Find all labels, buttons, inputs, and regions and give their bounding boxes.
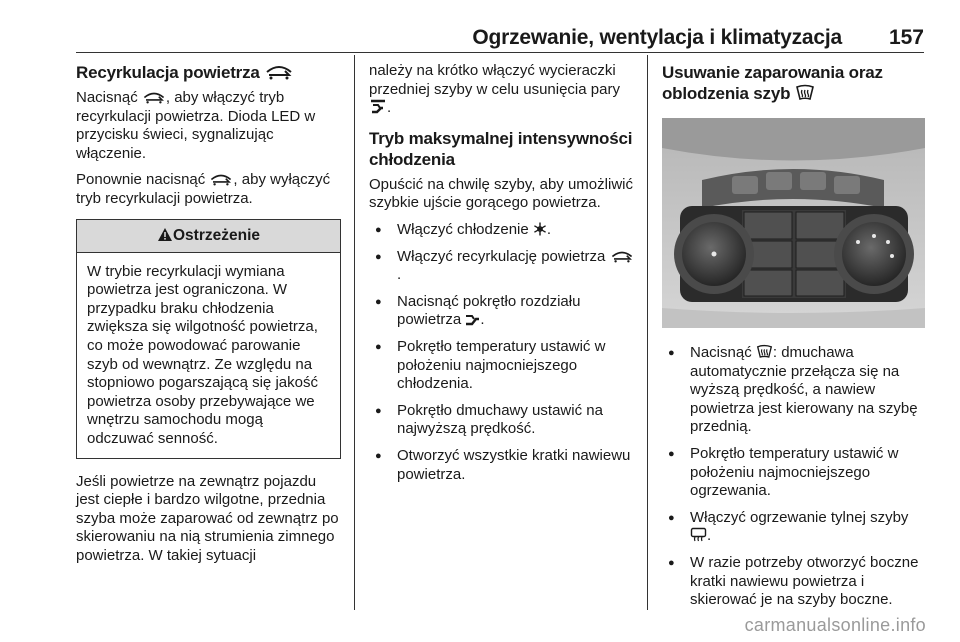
- bullet-list: [662, 344, 927, 610]
- paragraph: [76, 171, 341, 208]
- warning-title: Ostrzeżenie: [172, 226, 260, 244]
- text: Ponownie nacisnąć: [76, 171, 210, 189]
- column-divider: [354, 55, 355, 610]
- bullet-list: [369, 221, 634, 484]
- section-heading-defrost: [662, 62, 927, 104]
- text: Nacisnąć: [76, 89, 142, 106]
- text: .: [546, 220, 552, 238]
- climate-panel-illustration: [662, 118, 925, 328]
- section-heading-max-cooling: Tryb maksymalnej intensywności chłodzenia: [369, 128, 633, 169]
- list-item: [369, 293, 634, 330]
- watermark: carmanualsonline.info: [744, 615, 926, 635]
- text: , aby włączyć tryb recyrkulacji powietrza. Dioda LED w przycisku świeci, sygnalizując włączenie.: [76, 89, 316, 162]
- recirculation-icon: [142, 91, 166, 104]
- list-item: ● Otworzyć wszystkie kratki nawiewu powietrza.: [369, 447, 634, 484]
- list-item: ● Pokrętło temperatury ustawić w położeniu najmocniejszego ogrzewania.: [662, 445, 927, 501]
- page-header: [0, 22, 960, 52]
- text: : dmuchawa automatycznie przełącza się na wyższą prędkość, a nawiew powietrza jest kierowany na szybę przednią.: [690, 344, 918, 436]
- warning-header: [77, 220, 340, 253]
- recirculation-icon: [264, 64, 294, 80]
- page-title: Ogrzewanie, wentylacja i klimatyzacja: [472, 26, 842, 49]
- climate-control-panel-photo: [662, 118, 925, 328]
- paragraph: Opuścić na chwilę szyby, aby umożliwić szybkie ujście gorącego powietrza.: [369, 175, 633, 212]
- warning-text: W trybie recyrkulacji wymiana powietrza jest ograniczona. W przypadku braku chłodzenia zwiększa się wilgotność powietrza, co może powodować parowanie szyb od wewnątrz. Ze względu na stopniowo pogarszającą się jakość powietrza osoby przebywające we wnętrzu samochodu mogą odczuwać senność.: [87, 262, 318, 447]
- recirculation-icon: [610, 250, 634, 263]
- text: .: [387, 99, 392, 117]
- section-heading-recirculation: [76, 62, 341, 83]
- recirculation-icon: [209, 173, 233, 186]
- defrost-icon: [795, 84, 815, 101]
- text: Nacisnąć pokrętło rozdziału powietrza: [397, 292, 581, 329]
- list-item: ● Pokrętło dmuchawy ustawić na najwyższą prędkość.: [369, 402, 634, 439]
- column-3: [662, 62, 927, 618]
- column-divider: [647, 55, 648, 610]
- text: Włączyć recyrkulację powietrza: [397, 247, 610, 265]
- paragraph: Jeśli powietrze na zewnątrz pojazdu jest ciepłe i bardzo wilgotne, przednia szyba może zaparować od zewnątrz po skierowaniu na nią strumienia zimnego powietrza. W takiej sytuacji: [76, 472, 339, 564]
- text: Nacisnąć: [690, 344, 756, 361]
- air-distribution-icon: [465, 312, 480, 326]
- paragraph: [76, 89, 341, 163]
- rear-window-heat-icon: [690, 527, 707, 542]
- windshield-air-icon: [369, 99, 387, 114]
- text: .: [480, 311, 485, 329]
- text: .: [397, 266, 402, 284]
- snowflake-icon: [533, 222, 547, 236]
- text: Włączyć ogrzewanie tylnej szyby: [690, 508, 909, 526]
- warning-triangle-icon: [157, 227, 173, 242]
- heading-text: Usuwanie zaparowania oraz oblodzenia szyb: [662, 63, 883, 103]
- list-item: [662, 344, 927, 437]
- warning-box: [76, 219, 341, 459]
- list-item: ● W razie potrzeby otworzyć boczne kratki nawiewu powietrza i skierować je na szyby boczne.: [662, 554, 927, 610]
- text: należy na krótko włączyć wycieraczki przedniej szyby w celu usunięcia pary: [369, 62, 620, 98]
- list-item: [369, 248, 634, 285]
- list-item: [662, 509, 927, 546]
- column-1: [76, 62, 341, 573]
- text: .: [707, 527, 712, 545]
- heading-text: Recyrkulacja powietrza: [76, 63, 260, 82]
- list-item: [369, 221, 634, 240]
- text: , aby wyłączyć tryb recyrkulacji powietrza.: [76, 171, 331, 207]
- text: Włączyć chłodzenie: [397, 220, 533, 238]
- defrost-icon: [756, 344, 773, 359]
- paragraph: [369, 62, 634, 118]
- page-number: 157: [888, 26, 924, 49]
- header-divider: [76, 52, 924, 53]
- list-item: ● Pokrętło temperatury ustawić w położeniu najmocniejszego chłodzenia.: [369, 338, 634, 394]
- column-2: [369, 62, 634, 492]
